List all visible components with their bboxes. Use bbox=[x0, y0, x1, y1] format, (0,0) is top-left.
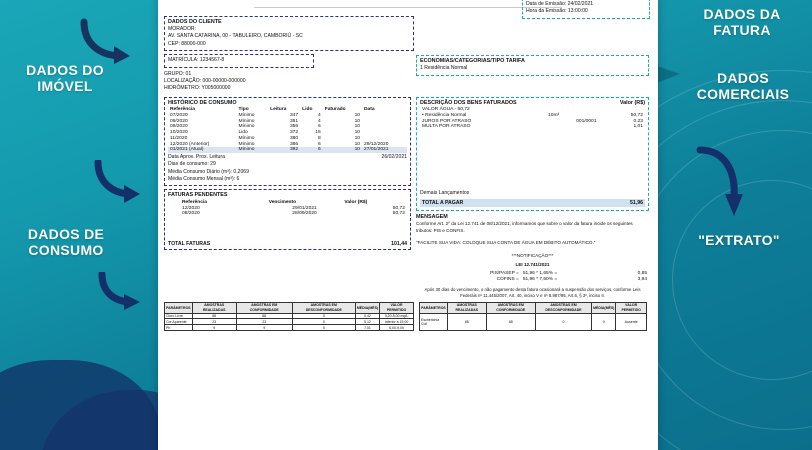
cell-descricao: VALOR ÁGUA - 50,72 bbox=[422, 107, 470, 113]
table-row bbox=[416, 276, 649, 282]
cell-pis-calc: 51,96 * 1,65% = bbox=[522, 270, 558, 276]
cell-tipo: Mínimo bbox=[238, 141, 255, 147]
param-col-media: MÉDIA(MÊS) bbox=[592, 303, 616, 313]
document-header-strip bbox=[254, 0, 562, 8]
cell-cofins-label: COFINS = bbox=[496, 276, 519, 282]
cell-faturado: 10 bbox=[354, 124, 361, 130]
matricula: MATRÍCULA: 1234567-8 bbox=[168, 57, 225, 64]
cell-realizadas: 9 bbox=[192, 325, 236, 331]
arrow-extrato bbox=[690, 146, 748, 226]
cell-permitido: 0,20-5,00 mg/L bbox=[380, 313, 414, 319]
cell-parametro: Ph bbox=[165, 325, 193, 331]
historico-col-tipo: Tipo bbox=[238, 107, 249, 113]
total-faturas-value: 101,44 bbox=[391, 240, 407, 247]
param-col-desconformidade: AMOSTRAS EM DESCONFORMIDADE bbox=[292, 303, 355, 313]
bill-document bbox=[158, 0, 658, 450]
endereco: AV. SANTA CATARINA, 00 - TABULEIRO, CAMBORIÚ - SC bbox=[168, 33, 303, 40]
table-row bbox=[420, 313, 647, 331]
historico-col-data: Data bbox=[364, 107, 375, 113]
param-col-permitido: VALOR PERMITIDO bbox=[380, 303, 414, 313]
morador-label: MORADOR: bbox=[168, 26, 197, 32]
localizacao: LOCALIZAÇÃO: 000-00000-000000 bbox=[164, 77, 246, 84]
arrow-imovel-top bbox=[78, 18, 138, 64]
cell-valor: 1,01 bbox=[633, 124, 643, 130]
cell-conformidade: 68 bbox=[486, 313, 535, 331]
cell-permitido: Ausente bbox=[616, 313, 647, 331]
faturas-col-valor: Valor (R$) bbox=[344, 199, 368, 205]
cell-referencia: 08/2020 bbox=[182, 211, 200, 217]
bens-faturados-table bbox=[420, 107, 645, 130]
param-col-media: MÉDIA(MÊS) bbox=[355, 303, 379, 313]
cell-valor: 50,72 bbox=[630, 112, 643, 118]
table-row bbox=[168, 211, 407, 217]
cell-tipo: Mínimo bbox=[238, 118, 255, 124]
cell-media: 0,42 bbox=[355, 313, 379, 319]
cell-leitura: 380 bbox=[289, 135, 299, 141]
historico-col-referencia: Referência bbox=[170, 107, 196, 113]
parametros-section bbox=[164, 302, 652, 331]
callout-extrato: "EXTRATO" bbox=[698, 232, 780, 248]
parametros-header-row bbox=[420, 303, 647, 313]
cell-valor: 50,72 bbox=[392, 211, 405, 217]
cell-media: 7,01 bbox=[355, 325, 379, 331]
total-a-pagar-row bbox=[420, 199, 645, 207]
table-row-current bbox=[168, 147, 407, 153]
cell-referencia: 12/2020 bbox=[182, 205, 200, 211]
mensagem-box bbox=[416, 214, 649, 299]
cell-pis-label: PIS/PASEP = bbox=[490, 270, 519, 276]
cell-leitura: 386 bbox=[289, 141, 299, 147]
cell-realizadas: 68 bbox=[192, 313, 236, 319]
demais-lancamentos-label: Demais Lançamentos bbox=[420, 189, 470, 196]
media-mensal: Média Consumo Mensal (m³): 6 bbox=[168, 176, 240, 182]
cell-tipo: Mínimo bbox=[238, 112, 255, 118]
cell-leitura: 347 bbox=[289, 112, 299, 118]
total-faturas-label: TOTAL FATURAS bbox=[168, 240, 211, 247]
faturas-col-referencia: Referência bbox=[182, 199, 208, 205]
cell-lido: 4 bbox=[317, 112, 321, 118]
cell-referencia: 01/2021 (Atual) bbox=[170, 147, 204, 153]
mensagem-p1: Conforme Art. 2º da Lei 12.741 de 08/12/2021, informamos que sobre o valor da fatura incide os seguintes tributos: PIS e CONFIS. bbox=[416, 221, 633, 234]
emissao-hora-label: Hora da Emissão: bbox=[526, 8, 567, 15]
cell-faturado: 10 bbox=[354, 118, 361, 124]
grupo: GRUPO: 01 bbox=[164, 70, 192, 77]
cell-quantidade: 10m³ bbox=[548, 112, 560, 118]
historico-table bbox=[168, 107, 407, 153]
prox-leitura-label: Data Aprox. Prox. Leitura bbox=[168, 153, 225, 160]
cell-parametro: Escherichia Coli bbox=[420, 313, 448, 331]
cell-faturado: 10 bbox=[354, 147, 361, 153]
cell-realizadas: 68 bbox=[447, 313, 486, 331]
cell-lido: 6 bbox=[317, 147, 321, 153]
economias-title: ECONOMIAS/CATEGORIAS/TIPO TARIFA bbox=[420, 58, 525, 65]
cell-tipo: Mínimo bbox=[238, 135, 255, 141]
cell-leitura: 392 bbox=[289, 147, 299, 153]
cell-lido: 6 bbox=[317, 141, 321, 147]
historico-title: HISTÓRICO DE CONSUMO bbox=[168, 99, 237, 106]
arrow-imovel-bottom bbox=[92, 160, 148, 208]
emissao-data-value: 24/02/2021 bbox=[567, 1, 594, 7]
emissao-box bbox=[522, 0, 650, 19]
cell-tipo: Lido bbox=[238, 130, 248, 136]
param-col-permitido: VALOR PERMITIDO bbox=[616, 303, 647, 313]
historico-col-faturado: Faturado bbox=[324, 107, 346, 113]
emissao-hora-value: 13:00:00 bbox=[567, 8, 588, 15]
cell-referencia: 07/2020 bbox=[170, 112, 188, 118]
cell-cofins-calc: 51,96 * 7,60% = bbox=[522, 276, 558, 282]
cell-pis-valor: 0,85 bbox=[637, 270, 647, 276]
cell-leitura: 351 bbox=[289, 118, 299, 124]
bens-faturados-title: DESCRIÇÃO DOS BENS FATURADOS bbox=[420, 99, 517, 106]
mensagem-p2: "FACILITE SUA VIDA: COLOQUE SUA CONTA DE ÁGUA EM DÉBITO AUTOMÁTICO." bbox=[416, 239, 596, 245]
cell-descricao: JUROS POR ATRASO bbox=[422, 118, 472, 124]
cell-lido: 15 bbox=[315, 130, 321, 136]
cell-faturado: 10 bbox=[354, 130, 361, 136]
cell-parametro: Cor Aparente bbox=[165, 319, 193, 325]
cell-tipo: Mínimo bbox=[238, 124, 255, 130]
param-col-parametros: PARÂMETROS bbox=[420, 303, 448, 313]
cell-media: 0 bbox=[592, 313, 616, 331]
historico-col-lido: Lido bbox=[302, 107, 313, 113]
param-col-conformidade: AMOSTRAS EM CONFORMIDADE bbox=[236, 303, 292, 313]
media-diaria: Média Consumo Diário (m³): 0,2069 bbox=[168, 168, 249, 175]
cell-referencia: 09/2020 bbox=[170, 118, 188, 124]
bens-faturados-box bbox=[416, 97, 649, 212]
cell-faturado: 10 bbox=[354, 135, 361, 141]
bens-faturados-col-valor: Valor (R$) bbox=[619, 99, 645, 106]
faturas-pendentes-box bbox=[164, 189, 411, 249]
cell-cofins-valor: 3,94 bbox=[637, 276, 647, 282]
cell-valor: 0,23 bbox=[633, 118, 643, 124]
cell-vencimento: 29/01/2021 bbox=[292, 205, 317, 211]
cell-data: 27/01/2021 bbox=[364, 147, 389, 153]
cell-descricao: MULTA POR ATRASO bbox=[422, 124, 471, 130]
callout-dados-do-imovel: DADOS DO IMÓVEL bbox=[26, 62, 104, 95]
historico-consumo-box bbox=[164, 97, 411, 187]
cell-faturado: 10 bbox=[354, 141, 361, 147]
cell-lido: 8 bbox=[317, 135, 321, 141]
parametros-table-left bbox=[164, 302, 414, 331]
cep: CEP: 88000-000 bbox=[168, 40, 206, 47]
cell-data: 29/12/2020 bbox=[364, 141, 389, 147]
lei-title: LEI 12.741/2021 bbox=[515, 261, 550, 267]
cell-referencia: 11/2020 bbox=[170, 135, 188, 141]
cell-valor: 50,72 bbox=[392, 205, 405, 211]
param-col-realizadas: AMOSTRAS REALIZADAS bbox=[192, 303, 236, 313]
faturas-col-vencimento: Vencimento bbox=[268, 199, 297, 205]
hidrometro: HIDRÔMETRO: Y005000000 bbox=[164, 85, 231, 92]
cell-permitido: Inferior a 15,00 bbox=[380, 319, 414, 325]
historico-col-leitura: Leitura bbox=[270, 107, 287, 113]
cell-conformidade: 23 bbox=[236, 319, 292, 325]
cell-desconformidade: 0 bbox=[292, 319, 355, 325]
tributos-table bbox=[416, 271, 649, 283]
cell-parametro: Cloro Livre bbox=[165, 313, 193, 319]
cell-codigo: 001/0001 bbox=[576, 118, 597, 124]
table-row bbox=[165, 325, 414, 331]
param-col-realizadas: AMOSTRAS REALIZADAS bbox=[447, 303, 486, 313]
callout-dados-de-consumo: DADOS DE CONSUMO bbox=[27, 226, 105, 259]
cell-desconformidade: 0 bbox=[535, 313, 591, 331]
cell-conformidade: 68 bbox=[236, 313, 292, 319]
arrow-consumo bbox=[96, 272, 148, 316]
cell-lido: 4 bbox=[317, 118, 321, 124]
cell-referencia: 09/2020 bbox=[170, 124, 188, 130]
callout-dados-comerciais: DADOS COMERCIAIS bbox=[696, 70, 790, 103]
cell-realizadas: 23 bbox=[192, 319, 236, 325]
param-col-parametros: PARÂMETROS bbox=[165, 303, 193, 313]
prox-leitura-data: 26/02/2021 bbox=[381, 153, 407, 160]
mensagem-notificacao: ***NOTIFICAÇÃO*** bbox=[511, 252, 554, 258]
rodape-legal: Após 30 dias do vencimento, o não pagamento desta fatura ocasionará a suspensão dos serviços, conforme Leis Federais nº 11.445/2007, Art. 40, inciso V e nº 8.987/95, Art.6, § 3º, inciso II. bbox=[424, 287, 641, 299]
cell-referencia: 12/2020 (Anterior) bbox=[170, 141, 210, 147]
callout-dados-da-fatura: DADOS DA FATURA bbox=[703, 6, 781, 39]
cell-descricao: • Residência Normal bbox=[422, 112, 467, 118]
dados-do-cliente-title: DADOS DO CLIENTE bbox=[168, 19, 222, 25]
cell-leitura: 356 bbox=[289, 124, 299, 130]
emissao-data-label: Data de Emissão: bbox=[526, 1, 567, 7]
parametros-table-right bbox=[419, 302, 647, 331]
cell-leitura: 372 bbox=[289, 130, 299, 136]
dias-consumo: Dias de consumo: 29 bbox=[168, 161, 216, 168]
param-col-conformidade: AMOSTRAS EM CONFORMIDADE bbox=[486, 303, 535, 313]
cell-faturado: 10 bbox=[354, 112, 361, 118]
parametros-header-row bbox=[165, 303, 414, 313]
faturas-pendentes-table bbox=[168, 199, 407, 216]
economias-linha: 1 Residência Normal bbox=[420, 65, 468, 72]
total-a-pagar-label: TOTAL A PAGAR bbox=[422, 200, 464, 207]
cell-tipo: Mínimo bbox=[238, 147, 255, 153]
faturas-pendentes-title: FATURAS PENDENTES bbox=[168, 192, 228, 199]
economias-box bbox=[416, 55, 649, 75]
cell-desconformidade: 0 bbox=[292, 325, 355, 331]
param-col-desconformidade: AMOSTRAS EM DESCONFORMIDADE bbox=[535, 303, 591, 313]
cell-lido: 6 bbox=[317, 124, 321, 130]
mensagem-title: MENSAGEM bbox=[416, 214, 448, 221]
cell-referencia: 10/2020 bbox=[170, 130, 188, 136]
matricula-box bbox=[164, 54, 314, 67]
cell-desconformidade: 0 bbox=[292, 313, 355, 319]
cell-media: 5,12 bbox=[355, 319, 379, 325]
cell-conformidade: 9 bbox=[236, 325, 292, 331]
cell-permitido: 6,00-9,00 bbox=[380, 325, 414, 331]
total-a-pagar-value: 51,96 bbox=[630, 200, 643, 207]
dados-do-cliente-box bbox=[164, 16, 414, 51]
cell-vencimento: 28/09/2020 bbox=[292, 211, 317, 217]
